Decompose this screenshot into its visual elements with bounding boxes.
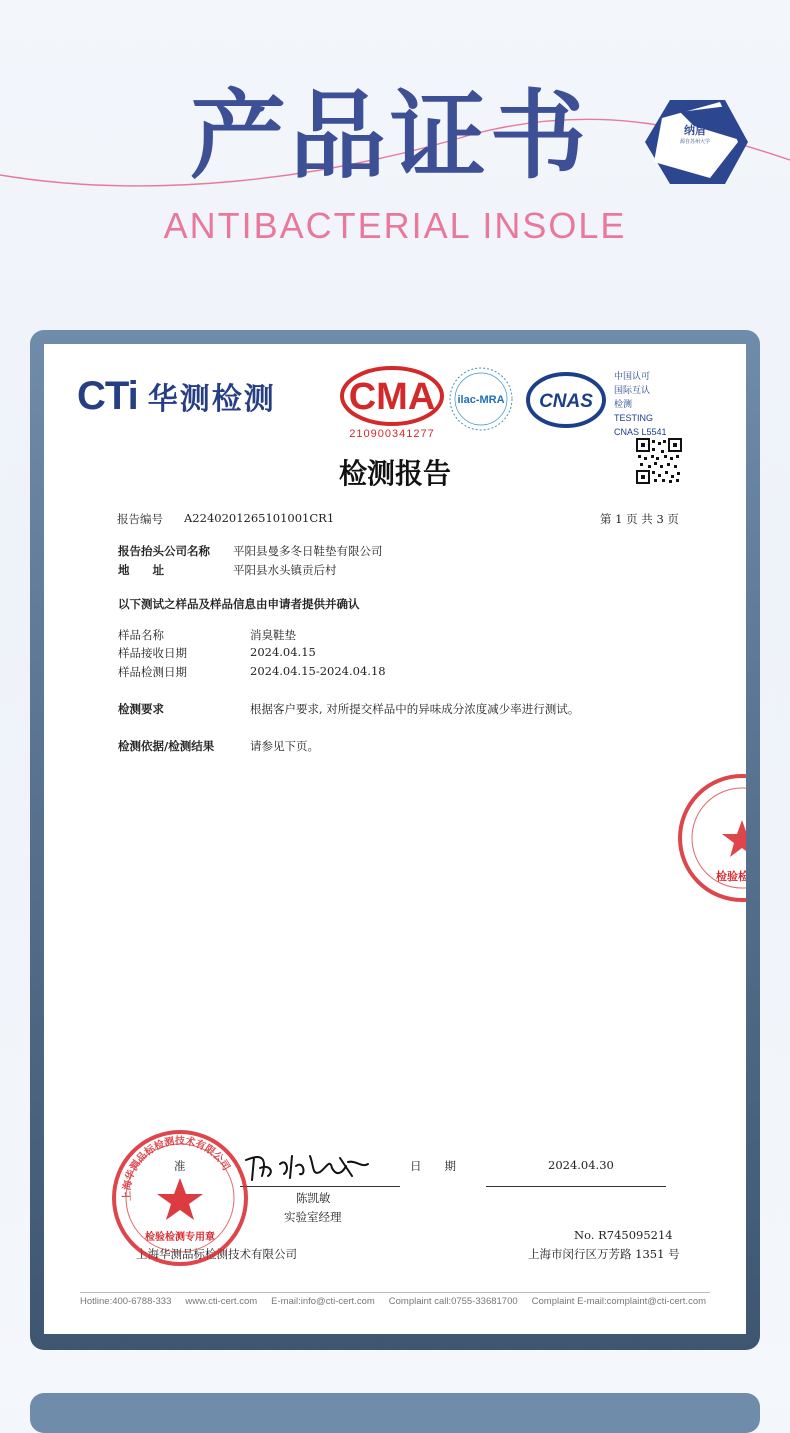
date-line xyxy=(486,1186,666,1187)
receive-date: 2024.04.15 xyxy=(250,645,316,659)
inspection-stamp-partial xyxy=(676,768,760,908)
footer-web: www.cti-cert.com xyxy=(185,1296,258,1307)
ilac-label: ilac-MRA xyxy=(457,394,505,406)
report-no-label: 报告编号 xyxy=(117,512,163,526)
stamp-text: 检验检测专用章 xyxy=(145,1232,215,1243)
cnas-mark-icon xyxy=(526,370,606,430)
cnas-line: 检测 xyxy=(614,399,633,409)
cti-logo-letters: CTi xyxy=(77,374,138,418)
footer-email: E-mail:info@cti-cert.com xyxy=(271,1296,375,1307)
requirement-label: 检测要求 xyxy=(118,702,164,716)
footer-complaint-email: Complaint E-mail:complaint@cti-cert.com xyxy=(531,1296,707,1307)
company-name: 平阳县曼多冬日鞋垫有限公司 xyxy=(233,544,383,558)
basis-label: 检测依据/检测结果 xyxy=(118,739,215,753)
page-info: 第 1 页 共 3 页 xyxy=(600,512,679,526)
cti-logo-cn: 华测检测 xyxy=(147,383,276,416)
cnas-line: 中国认可 xyxy=(614,371,651,381)
confirm-note: 以下测试之样品及样品信息由申请者提供并确认 xyxy=(118,597,360,611)
official-stamp xyxy=(110,1128,250,1268)
footer-divider xyxy=(80,1292,710,1293)
page-title: 产品证书 xyxy=(190,80,590,192)
signer-name: 陈凯敏 xyxy=(296,1191,331,1205)
address-footer: 上海市闵行区万芳路 1351 号 xyxy=(528,1247,680,1261)
next-certificate-frame xyxy=(30,1393,760,1433)
certificate-number: No. R745095214 xyxy=(574,1228,673,1242)
stamp-ring-text: 上海华测品标检测技术有限公司 xyxy=(121,1135,232,1202)
address: 平阳县水头镇贡后村 xyxy=(233,563,337,577)
requirement: 根据客户要求, 对所提交样品中的异味成分浓度减少率进行测试。 xyxy=(250,702,580,716)
basis: 请参见下页。 xyxy=(250,739,319,753)
cnas-line: CNAS L5541 xyxy=(614,427,667,437)
page-subtitle: ANTIBACTERIAL INSOLE xyxy=(163,205,627,246)
cnas-accreditation-text xyxy=(614,369,667,439)
report-title: 检测报告 xyxy=(338,457,451,490)
footer-complaint-call: Complaint call:0755-33681700 xyxy=(388,1296,518,1307)
signer-title: 实验室经理 xyxy=(284,1210,342,1224)
certificate-footer xyxy=(80,1296,720,1307)
cti-logo xyxy=(77,374,276,419)
stamp2-text: 检验检测 xyxy=(716,870,760,883)
report-no: A2240201265101001CR1 xyxy=(184,511,335,525)
brand-subtext: 源自苏州大学 xyxy=(679,139,710,145)
certificate-document xyxy=(44,344,760,1334)
date-label: 日 期 xyxy=(410,1159,456,1173)
footer-hotline: Hotline:400-6788-333 xyxy=(80,1296,172,1307)
cma-mark-icon xyxy=(340,366,444,426)
approve-label: 准 xyxy=(174,1159,186,1173)
signature-icon xyxy=(240,1146,380,1186)
date: 2024.04.30 xyxy=(548,1158,614,1172)
company-footer: 上海华测品标检测技术有限公司 xyxy=(136,1247,297,1261)
company-label: 报告抬头公司名称 xyxy=(118,544,210,558)
sample-name-label: 样品名称 xyxy=(118,628,164,642)
cnas-line: TESTING xyxy=(614,413,654,423)
ilac-mra-icon xyxy=(448,366,514,432)
test-date: 2024.04.15-2024.04.18 xyxy=(250,664,386,678)
sample-name: 消臭鞋垫 xyxy=(250,628,296,642)
signature-line xyxy=(240,1186,400,1187)
receive-date-label: 样品接收日期 xyxy=(118,646,187,660)
test-date-label: 样品检测日期 xyxy=(118,665,187,679)
address-label: 地 址 xyxy=(118,563,164,577)
cma-number: 210900341277 xyxy=(349,428,435,440)
brand-name: 纳盾 xyxy=(684,124,706,137)
brand-logo xyxy=(640,92,750,192)
cma-letters: CMA xyxy=(348,376,436,418)
cnas-line: 国际互认 xyxy=(614,385,651,395)
cnas-logo-text: CNAS xyxy=(539,391,593,412)
